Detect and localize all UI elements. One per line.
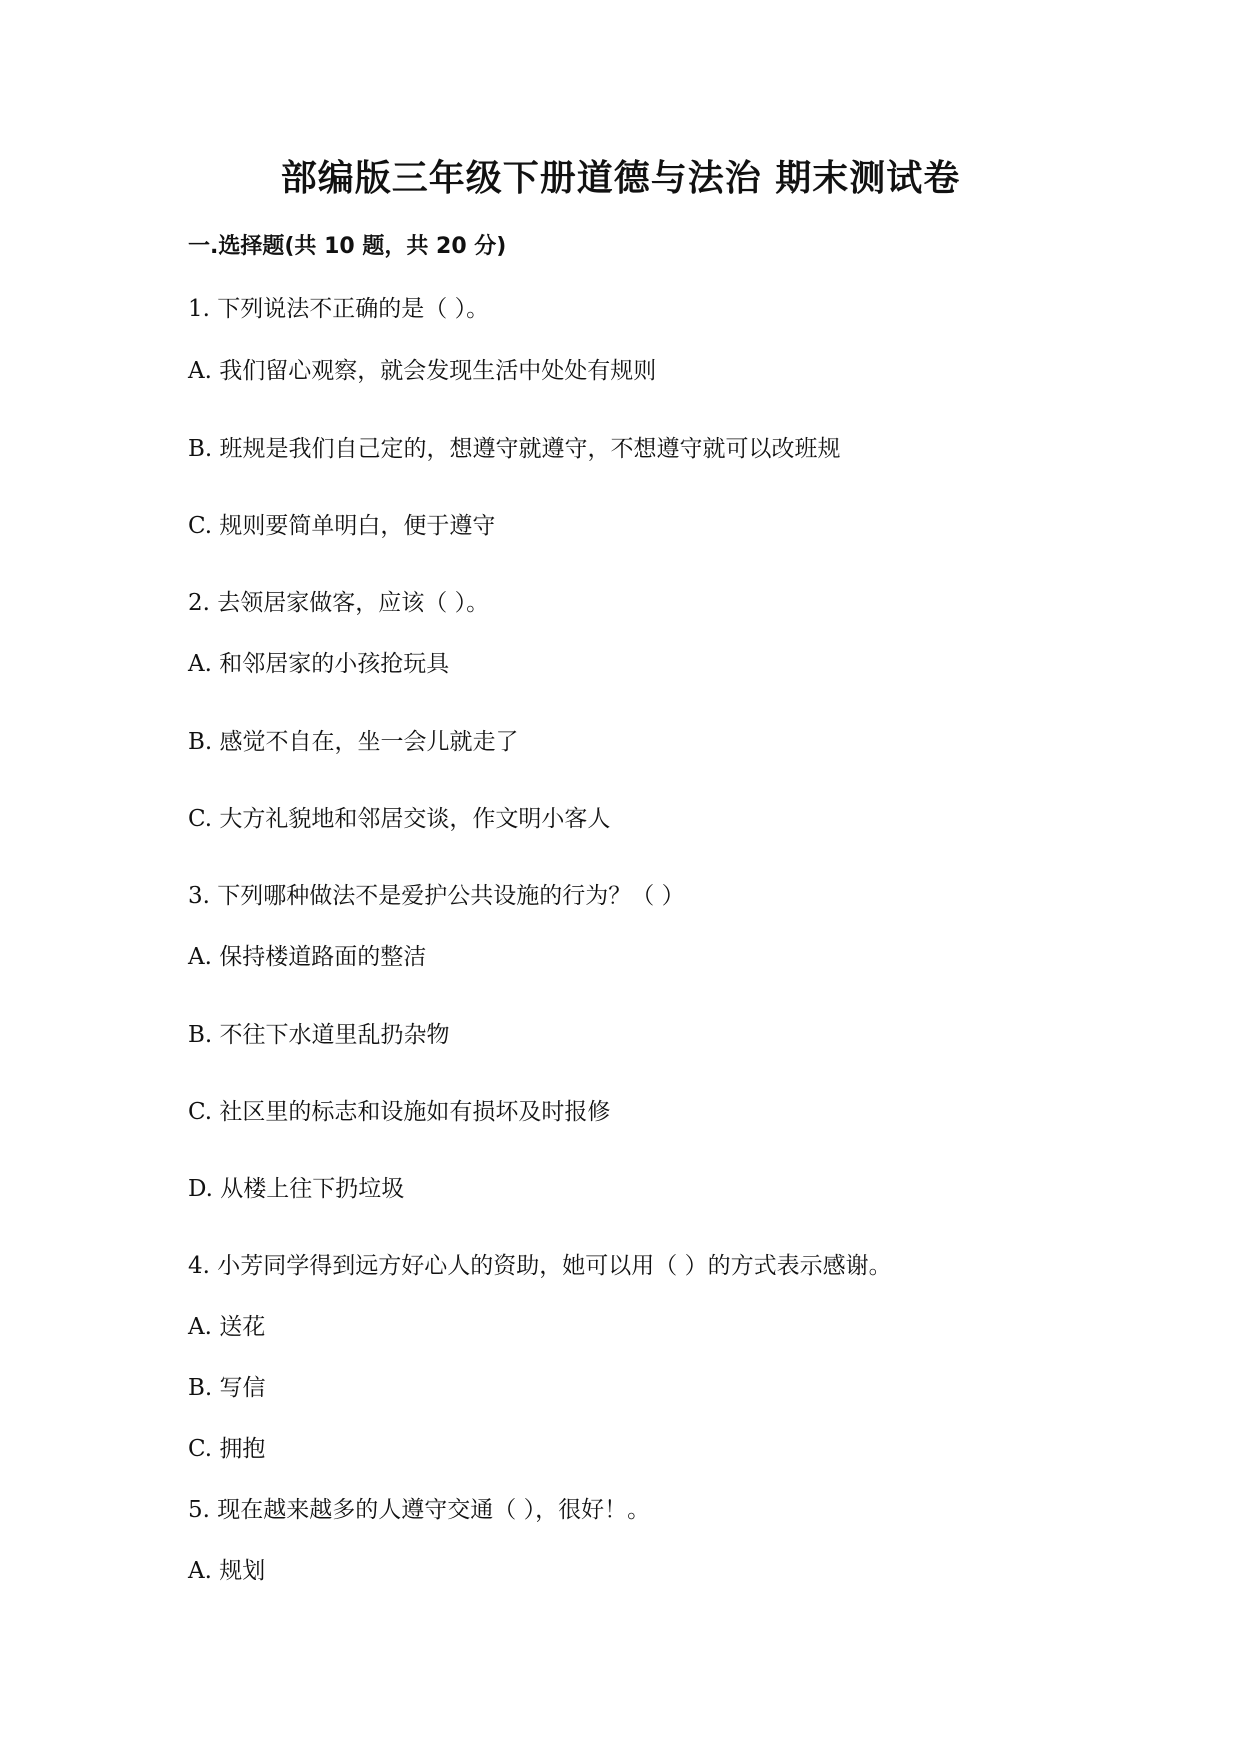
question-5-option-a: A. 规划: [188, 1558, 266, 1584]
question-2-stem: 2. 去领居家做客，应该（ ）。: [188, 590, 490, 616]
exam-title: 部编版三年级下册道德与法治 期末测试卷: [280, 158, 961, 199]
question-4-option-a: A. 送花: [188, 1314, 266, 1340]
question-1-option-c: C. 规则要简单明白，便于遵守: [188, 513, 496, 539]
question-3-option-b: B. 不往下水道里乱扔杂物: [188, 1022, 450, 1048]
question-5-stem: 5. 现在越来越多的人遵守交通（ ），很好！。: [188, 1497, 651, 1523]
question-3-stem: 3. 下列哪种做法不是爱护公共设施的行为？（ ）: [188, 883, 685, 909]
question-2-option-a: A. 和邻居家的小孩抢玩具: [188, 651, 450, 677]
section-heading: 一.选择题(共 10 题，共 20 分): [188, 234, 507, 259]
question-2-option-c: C. 大方礼貌地和邻居交谈，作文明小客人: [188, 806, 611, 832]
question-4-option-b: B. 写信: [188, 1375, 266, 1401]
question-3-option-a: A. 保持楼道路面的整洁: [188, 944, 427, 970]
question-1-option-b: B. 班规是我们自己定的，想遵守就遵守，不想遵守就可以改班规: [188, 436, 841, 462]
question-2-option-b: B. 感觉不自在，坐一会儿就走了: [188, 729, 519, 755]
question-4-stem: 4. 小芳同学得到远方好心人的资助，她可以用（ ）的方式表示感谢。: [188, 1253, 892, 1279]
question-3-option-d: D. 从楼上往下扔垃圾: [188, 1176, 405, 1202]
question-4-option-c: C. 拥抱: [188, 1436, 266, 1462]
question-1-option-a: A. 我们留心观察，就会发现生活中处处有规则: [188, 358, 657, 384]
question-3-option-c: C. 社区里的标志和设施如有损坏及时报修: [188, 1099, 611, 1125]
question-1-stem: 1. 下列说法不正确的是（ ）。: [188, 296, 490, 322]
